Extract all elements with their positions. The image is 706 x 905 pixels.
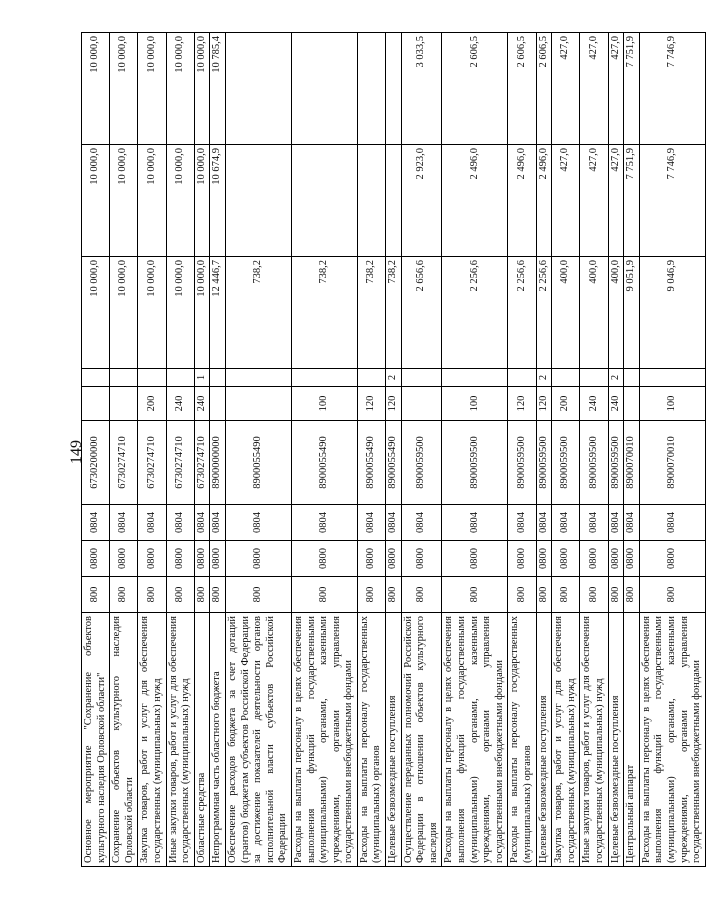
section-code: 0800 bbox=[82, 541, 110, 577]
funding-source bbox=[442, 369, 508, 387]
subsection-code: 0804 bbox=[291, 505, 357, 541]
amount-year-2: 10 000,0 bbox=[194, 145, 210, 257]
subsection-code: 0804 bbox=[166, 505, 194, 541]
subsection-code: 0804 bbox=[442, 505, 508, 541]
section-code: 0800 bbox=[580, 541, 608, 577]
grbs-code: 800 bbox=[166, 577, 194, 613]
amount-year-2: 427,0 bbox=[552, 145, 580, 257]
funding-source: 2 bbox=[536, 369, 552, 387]
table-row bbox=[536, 33, 552, 867]
row-name: Закупка товаров, работ и услуг для обеспечения государственных (муниципальных) нужд bbox=[552, 613, 580, 867]
target-article: 6730274710 bbox=[166, 421, 194, 505]
table-row bbox=[552, 33, 580, 867]
target-article: 8900059500 bbox=[536, 421, 552, 505]
table-row bbox=[442, 33, 508, 867]
section-code: 0800 bbox=[194, 541, 210, 577]
section-code: 0800 bbox=[166, 541, 194, 577]
amount-year-3: 427,0 bbox=[580, 33, 608, 145]
section-code: 0800 bbox=[639, 541, 705, 577]
amount-year-1: 9 046,9 bbox=[639, 257, 705, 369]
amount-year-2 bbox=[386, 145, 402, 257]
funding-source bbox=[291, 369, 357, 387]
grbs-code: 800 bbox=[194, 577, 210, 613]
amount-year-3: 10 785,4 bbox=[210, 33, 226, 145]
grbs-code: 800 bbox=[608, 577, 624, 613]
grbs-code: 800 bbox=[639, 577, 705, 613]
amount-year-3: 10 000,0 bbox=[82, 33, 110, 145]
target-article: 8900055490 bbox=[357, 421, 385, 505]
row-name: Областные средства bbox=[194, 613, 210, 867]
funding-source bbox=[166, 369, 194, 387]
amount-year-2: 7 751,9 bbox=[624, 145, 640, 257]
row-name: Обеспечение расходов бюджета за счет дотаций (грантов) бюджетам субъектов Российской Федерации за достижение показателей деятельности органов исполнительной власти субъектов Российской Федерации bbox=[225, 613, 291, 867]
row-name: Центральный аппарат bbox=[624, 613, 640, 867]
target-article: 8900059500 bbox=[552, 421, 580, 505]
subsection-code: 0804 bbox=[624, 505, 640, 541]
expense-type: 240 bbox=[194, 387, 210, 421]
section-code: 0800 bbox=[536, 541, 552, 577]
target-article: 8900070010 bbox=[624, 421, 640, 505]
grbs-code: 800 bbox=[442, 577, 508, 613]
amount-year-1: 400,0 bbox=[608, 257, 624, 369]
amount-year-1: 2 256,6 bbox=[536, 257, 552, 369]
amount-year-2: 2 496,0 bbox=[442, 145, 508, 257]
table-row bbox=[580, 33, 608, 867]
subsection-code: 0804 bbox=[225, 505, 291, 541]
amount-year-1: 10 000,0 bbox=[166, 257, 194, 369]
subsection-code: 0804 bbox=[552, 505, 580, 541]
target-article: 8900000000 bbox=[210, 421, 226, 505]
grbs-code: 800 bbox=[386, 577, 402, 613]
table-row bbox=[138, 33, 166, 867]
amount-year-3: 7 746,9 bbox=[639, 33, 705, 145]
funding-source bbox=[624, 369, 640, 387]
subsection-code: 0804 bbox=[110, 505, 138, 541]
section-code: 0800 bbox=[624, 541, 640, 577]
amount-year-1: 10 000,0 bbox=[138, 257, 166, 369]
row-name: Непрограммная часть областного бюджета bbox=[210, 613, 226, 867]
table-row bbox=[110, 33, 138, 867]
target-article: 8900059500 bbox=[580, 421, 608, 505]
amount-year-2 bbox=[357, 145, 385, 257]
grbs-code: 800 bbox=[357, 577, 385, 613]
expense-type: 120 bbox=[536, 387, 552, 421]
row-name: Целевые безвозмездные поступления bbox=[386, 613, 402, 867]
amount-year-1: 400,0 bbox=[552, 257, 580, 369]
amount-year-3: 10 000,0 bbox=[194, 33, 210, 145]
amount-year-3: 2 606,5 bbox=[442, 33, 508, 145]
funding-source bbox=[210, 369, 226, 387]
section-code: 0800 bbox=[386, 541, 402, 577]
amount-year-1: 2 656,6 bbox=[401, 257, 442, 369]
amount-year-1: 10 000,0 bbox=[110, 257, 138, 369]
table-row bbox=[386, 33, 402, 867]
funding-source bbox=[639, 369, 705, 387]
grbs-code: 800 bbox=[225, 577, 291, 613]
amount-year-2: 10 000,0 bbox=[138, 145, 166, 257]
subsection-code: 0804 bbox=[401, 505, 442, 541]
grbs-code: 800 bbox=[110, 577, 138, 613]
expense-type: 120 bbox=[508, 387, 536, 421]
expense-type bbox=[82, 387, 110, 421]
amount-year-2: 427,0 bbox=[580, 145, 608, 257]
amount-year-3 bbox=[291, 33, 357, 145]
amount-year-2 bbox=[225, 145, 291, 257]
target-article: 8900055490 bbox=[225, 421, 291, 505]
amount-year-1: 738,2 bbox=[386, 257, 402, 369]
funding-source: 2 bbox=[608, 369, 624, 387]
amount-year-1: 400,0 bbox=[580, 257, 608, 369]
amount-year-1: 738,2 bbox=[225, 257, 291, 369]
amount-year-3 bbox=[386, 33, 402, 145]
row-name: Осуществление переданных полномочий Российской Федерации в отношении объектов культурного наследия bbox=[401, 613, 442, 867]
target-article: 8900055490 bbox=[386, 421, 402, 505]
subsection-code: 0804 bbox=[508, 505, 536, 541]
expense-type: 120 bbox=[357, 387, 385, 421]
amount-year-1: 10 000,0 bbox=[82, 257, 110, 369]
funding-source: 2 bbox=[386, 369, 402, 387]
target-article: 6730200000 bbox=[82, 421, 110, 505]
amount-year-3: 10 000,0 bbox=[166, 33, 194, 145]
target-article: 6730274710 bbox=[110, 421, 138, 505]
section-code: 0800 bbox=[291, 541, 357, 577]
funding-source bbox=[508, 369, 536, 387]
table-row bbox=[291, 33, 357, 867]
funding-source bbox=[580, 369, 608, 387]
section-code: 0800 bbox=[138, 541, 166, 577]
target-article: 8900055490 bbox=[291, 421, 357, 505]
grbs-code: 800 bbox=[210, 577, 226, 613]
amount-year-3: 10 000,0 bbox=[138, 33, 166, 145]
amount-year-2 bbox=[291, 145, 357, 257]
row-name: Закупка товаров, работ и услуг для обеспечения государственных (муниципальных) нужд bbox=[138, 613, 166, 867]
page-number: 149 bbox=[68, 440, 85, 464]
amount-year-3: 10 000,0 bbox=[110, 33, 138, 145]
funding-source: 1 bbox=[194, 369, 210, 387]
row-name: Расходы на выплаты персоналу в целях обеспечения выполнения функций государственными (муниципальными) органами, казенными учреждениями, органами управления государственными внебюджетными фондами bbox=[442, 613, 508, 867]
amount-year-2: 10 674,9 bbox=[210, 145, 226, 257]
grbs-code: 800 bbox=[291, 577, 357, 613]
amount-year-3: 7 751,9 bbox=[624, 33, 640, 145]
grbs-code: 800 bbox=[508, 577, 536, 613]
row-name: Расходы на выплаты персоналу в целях обеспечения выполнения функций государственными (муниципальными) органами, казенными учреждениями, органами управления государственными внебюджетными фондами bbox=[639, 613, 705, 867]
target-article: 8900059500 bbox=[608, 421, 624, 505]
table-row bbox=[639, 33, 705, 867]
subsection-code: 0804 bbox=[639, 505, 705, 541]
row-name: Расходы на выплаты персоналу государственных (муниципальных) органов bbox=[357, 613, 385, 867]
amount-year-1: 738,2 bbox=[291, 257, 357, 369]
amount-year-2: 10 000,0 bbox=[110, 145, 138, 257]
row-name: Основное мероприятие "Сохранение объектов культурного наследия Орловской области" bbox=[82, 613, 110, 867]
amount-year-2: 10 000,0 bbox=[166, 145, 194, 257]
grbs-code: 800 bbox=[138, 577, 166, 613]
amount-year-2: 2 496,0 bbox=[508, 145, 536, 257]
expense-type: 200 bbox=[138, 387, 166, 421]
expense-type bbox=[210, 387, 226, 421]
amount-year-3: 427,0 bbox=[552, 33, 580, 145]
expense-type: 240 bbox=[580, 387, 608, 421]
row-name: Сохранение объектов культурного наследия Орловской области bbox=[110, 613, 138, 867]
section-code: 0800 bbox=[442, 541, 508, 577]
grbs-code: 800 bbox=[624, 577, 640, 613]
row-name: Целевые безвозмездные поступления bbox=[536, 613, 552, 867]
target-article: 6730274710 bbox=[138, 421, 166, 505]
section-code: 0800 bbox=[401, 541, 442, 577]
table-row bbox=[166, 33, 194, 867]
section-code: 0800 bbox=[225, 541, 291, 577]
table-row bbox=[624, 33, 640, 867]
amount-year-3: 2 606,5 bbox=[508, 33, 536, 145]
section-code: 0800 bbox=[508, 541, 536, 577]
row-name: Целевые безвозмездные поступления bbox=[608, 613, 624, 867]
expense-type bbox=[225, 387, 291, 421]
table-row bbox=[225, 33, 291, 867]
funding-source bbox=[138, 369, 166, 387]
target-article: 8900070010 bbox=[639, 421, 705, 505]
subsection-code: 0804 bbox=[357, 505, 385, 541]
row-name: Расходы на выплаты персоналу в целях обеспечения выполнения функций государственными (муниципальными) органами, казенными учреждениями, органами управления государственными внебюджетными фондами bbox=[291, 613, 357, 867]
subsection-code: 0804 bbox=[536, 505, 552, 541]
row-name: Расходы на выплаты персоналу государственных (муниципальных) органов bbox=[508, 613, 536, 867]
subsection-code: 0804 bbox=[608, 505, 624, 541]
expense-type bbox=[401, 387, 442, 421]
subsection-code: 0804 bbox=[580, 505, 608, 541]
subsection-code: 0804 bbox=[138, 505, 166, 541]
expense-type: 120 bbox=[386, 387, 402, 421]
amount-year-2: 10 000,0 bbox=[82, 145, 110, 257]
expense-type: 100 bbox=[291, 387, 357, 421]
amount-year-1: 10 000,0 bbox=[194, 257, 210, 369]
amount-year-3: 2 606,5 bbox=[536, 33, 552, 145]
table-row bbox=[210, 33, 226, 867]
row-name: Иные закупки товаров, работ и услуг для обеспечения государственных (муниципальных) нужд bbox=[166, 613, 194, 867]
amount-year-3 bbox=[225, 33, 291, 145]
amount-year-3: 427,0 bbox=[608, 33, 624, 145]
table-row bbox=[82, 33, 110, 867]
funding-source bbox=[225, 369, 291, 387]
expense-type bbox=[624, 387, 640, 421]
amount-year-1: 2 256,6 bbox=[442, 257, 508, 369]
grbs-code: 800 bbox=[536, 577, 552, 613]
subsection-code: 0804 bbox=[194, 505, 210, 541]
expense-type: 100 bbox=[442, 387, 508, 421]
grbs-code: 800 bbox=[580, 577, 608, 613]
section-code: 0800 bbox=[110, 541, 138, 577]
amount-year-3: 3 033,5 bbox=[401, 33, 442, 145]
section-code: 0800 bbox=[552, 541, 580, 577]
table-row bbox=[508, 33, 536, 867]
expense-type: 240 bbox=[166, 387, 194, 421]
target-article: 8900059500 bbox=[508, 421, 536, 505]
row-name: Иные закупки товаров, работ и услуг для обеспечения государственных (муниципальных) нужд bbox=[580, 613, 608, 867]
grbs-code: 800 bbox=[401, 577, 442, 613]
amount-year-3 bbox=[357, 33, 385, 145]
amount-year-2: 2 923,0 bbox=[401, 145, 442, 257]
funding-source bbox=[552, 369, 580, 387]
budget-table-body bbox=[82, 33, 706, 867]
amount-year-1: 12 446,7 bbox=[210, 257, 226, 369]
funding-source bbox=[82, 369, 110, 387]
grbs-code: 800 bbox=[82, 577, 110, 613]
funding-source bbox=[357, 369, 385, 387]
expense-type bbox=[110, 387, 138, 421]
subsection-code: 0804 bbox=[82, 505, 110, 541]
amount-year-2: 427,0 bbox=[608, 145, 624, 257]
funding-source bbox=[110, 369, 138, 387]
amount-year-1: 738,2 bbox=[357, 257, 385, 369]
expense-type: 100 bbox=[639, 387, 705, 421]
amount-year-1: 2 256,6 bbox=[508, 257, 536, 369]
target-article: 8900059500 bbox=[442, 421, 508, 505]
target-article: 8900059500 bbox=[401, 421, 442, 505]
expense-type: 200 bbox=[552, 387, 580, 421]
expense-type: 240 bbox=[608, 387, 624, 421]
section-code: 0800 bbox=[210, 541, 226, 577]
section-code: 0800 bbox=[357, 541, 385, 577]
amount-year-1: 9 051,9 bbox=[624, 257, 640, 369]
subsection-code: 0804 bbox=[210, 505, 226, 541]
table-row bbox=[194, 33, 210, 867]
target-article: 6730274710 bbox=[194, 421, 210, 505]
funding-source bbox=[401, 369, 442, 387]
table-row bbox=[357, 33, 385, 867]
rotated-table-container bbox=[81, 36, 703, 867]
table-row bbox=[401, 33, 442, 867]
budget-table bbox=[81, 32, 706, 867]
grbs-code: 800 bbox=[552, 577, 580, 613]
section-code: 0800 bbox=[608, 541, 624, 577]
amount-year-2: 7 746,9 bbox=[639, 145, 705, 257]
table-row bbox=[608, 33, 624, 867]
amount-year-2: 2 496,0 bbox=[536, 145, 552, 257]
subsection-code: 0804 bbox=[386, 505, 402, 541]
